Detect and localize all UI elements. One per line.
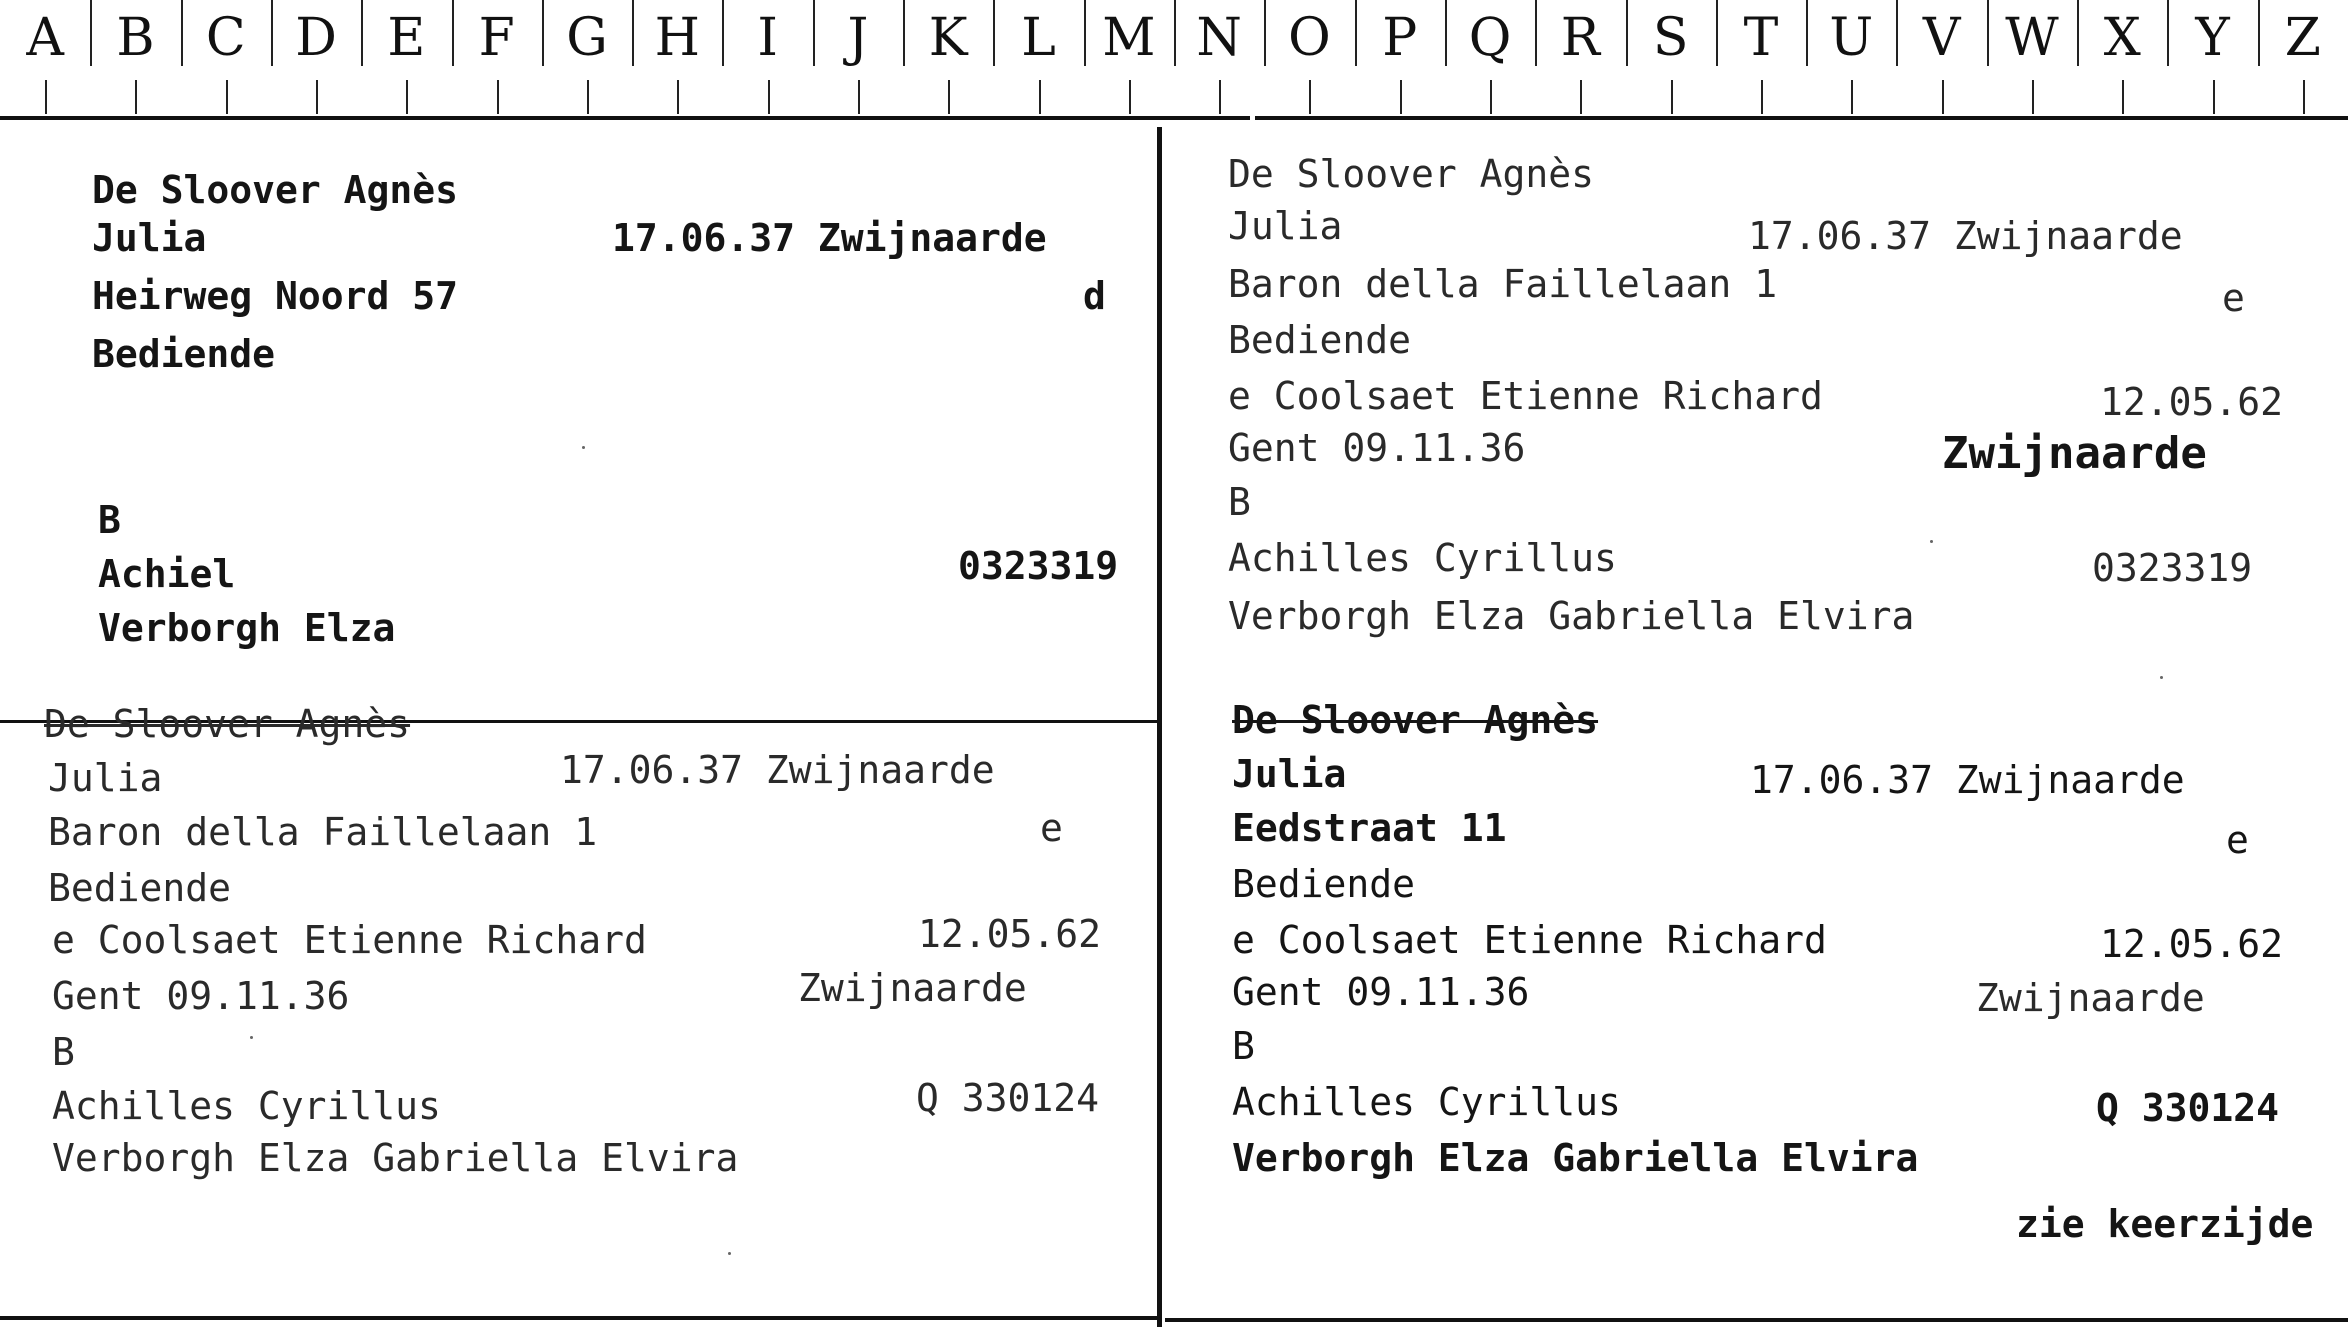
card-divider-vertical	[1157, 127, 1162, 1327]
alphabet-divider	[993, 0, 995, 66]
card-number: 0323319	[2092, 546, 2253, 590]
card-nationality: B	[1232, 1024, 1255, 1068]
card-mother: Verborgh Elza Gabriella Elvira	[52, 1136, 739, 1180]
card-spouse-birth: Gent 09.11.36	[1232, 970, 1530, 1014]
card-number: 0323319	[958, 544, 1119, 588]
alphabet-tick	[1580, 80, 1582, 114]
alphabet-tick	[858, 80, 860, 114]
alphabet-divider	[632, 0, 634, 66]
alphabet-letter-g: G	[566, 8, 608, 68]
card-first-name: Julia	[92, 216, 207, 260]
alphabet-tick	[1490, 80, 1492, 114]
alphabet-tick	[2122, 80, 2124, 114]
card-note: zie keerzijde	[2016, 1202, 2314, 1246]
alphabet-divider	[2077, 0, 2079, 66]
card-father: Achilles Cyrillus	[1228, 536, 1617, 580]
alphabet-divider	[1535, 0, 1537, 66]
alphabet-tick	[316, 80, 318, 114]
alphabet-tick	[2032, 80, 2034, 114]
alphabet-divider	[452, 0, 454, 66]
card-nationality: B	[52, 1030, 75, 1074]
alphabet-divider	[542, 0, 544, 66]
alphabet-divider	[722, 0, 724, 66]
alphabet-tick	[1942, 80, 1944, 114]
card-mother: Verborgh Elza	[98, 606, 396, 650]
alphabet-divider	[361, 0, 363, 66]
card-spouse-birth: Gent 09.11.36	[1228, 426, 1526, 470]
card-nationality: B	[98, 498, 121, 542]
alphabet-tick	[2303, 80, 2305, 114]
card-marriage-date: 12.05.62	[918, 912, 1102, 956]
alphabet-divider	[903, 0, 905, 66]
card-spouse: e Coolsaet Etienne Richard	[1228, 374, 1823, 418]
alphabet-divider	[1806, 0, 1808, 66]
card-nationality: B	[1228, 480, 1251, 524]
alphabet-letter-n: N	[1196, 8, 1242, 68]
alphabet-divider	[90, 0, 92, 66]
alphabet-letter-j: J	[847, 8, 869, 68]
card-birth: 17.06.37 Zwijnaarde	[560, 748, 995, 792]
alphabet-tick	[1761, 80, 1763, 114]
alphabet-tick	[1219, 80, 1221, 114]
alphabet-tick	[135, 80, 137, 114]
card-marriage-place: Zwijnaarde	[1942, 428, 2207, 479]
scan-speck	[2160, 676, 2163, 679]
alphabet-letter-m: M	[1102, 8, 1156, 68]
alphabet-tick	[1400, 80, 1402, 114]
alphabet-letter-z: Z	[2284, 8, 2321, 68]
card-number: Q 330124	[2096, 1086, 2280, 1130]
alphabet-letter-t: T	[1743, 8, 1779, 68]
card-birth: 17.06.37 Zwijnaarde	[612, 216, 1047, 260]
card-mother: Verborgh Elza Gabriella Elvira	[1232, 1136, 1919, 1180]
alphabet-tick	[2213, 80, 2215, 114]
alphabet-letter-h: H	[654, 8, 700, 68]
card-address: Baron della Faillelaan 1	[1228, 262, 1778, 306]
alphabet-tick	[768, 80, 770, 114]
card-spouse: e Coolsaet Etienne Richard	[1232, 918, 1827, 962]
alphabet-letter-q: Q	[1468, 8, 1512, 68]
alphabet-tick	[1851, 80, 1853, 114]
alphabet-letter-l: L	[1021, 8, 1056, 68]
card-spouse-birth: Gent 09.11.36	[52, 974, 350, 1018]
alphabet-letter-c: C	[205, 8, 246, 68]
alphabet-letter-b: B	[116, 8, 155, 68]
alphabet-letter-o: O	[1288, 8, 1331, 68]
alphabet-divider	[2167, 0, 2169, 66]
alphabet-divider	[813, 0, 815, 66]
card-mother: Verborgh Elza Gabriella Elvira	[1228, 594, 1915, 638]
card-marriage-place: Zwijnaarde	[798, 966, 1027, 1010]
alphabet-divider	[1445, 0, 1447, 66]
alphabet-tick	[226, 80, 228, 114]
alphabet-tick	[406, 80, 408, 114]
card-birth: 17.06.37 Zwijnaarde	[1748, 214, 2183, 258]
card-birth: 17.06.37 Zwijnaarde	[1750, 758, 2185, 802]
card-status-code: e	[2222, 276, 2245, 320]
alphabet-letter-k: K	[928, 8, 968, 68]
header-rule-right	[1255, 116, 2348, 120]
card-number: Q 330124	[916, 1076, 1100, 1120]
alphabet-letter-u: U	[1829, 8, 1874, 68]
alphabet-divider	[1896, 0, 1898, 66]
card-marriage-place: Zwijnaarde	[1976, 976, 2205, 1020]
card-address: Heirweg Noord 57	[92, 274, 459, 318]
alphabet-letter-x: X	[2103, 8, 2141, 68]
alphabet-divider	[1355, 0, 1357, 66]
card-occupation: Bediende	[1228, 318, 1412, 362]
card-father: Achiel	[98, 552, 236, 596]
alphabet-tick	[1129, 80, 1131, 114]
card-surname: De Sloover Agnès	[1232, 698, 1599, 742]
header-rule-left	[0, 116, 1250, 120]
alphabet-letter-v: V	[1922, 8, 1961, 68]
alphabet-tick	[677, 80, 679, 114]
scan-speck	[250, 1036, 253, 1039]
card-occupation: Bediende	[92, 332, 276, 376]
alphabet-letter-i: I	[757, 8, 778, 68]
alphabet-letter-p: P	[1382, 8, 1418, 68]
card-surname: De Sloover Agnès	[92, 168, 459, 212]
alphabet-divider	[181, 0, 183, 66]
alphabet-letter-a: A	[26, 8, 64, 68]
card-first-name: Julia	[1232, 752, 1347, 796]
alphabet-tick	[948, 80, 950, 114]
alphabet-divider	[1264, 0, 1266, 66]
card-occupation: Bediende	[48, 866, 232, 910]
card-surname: De Sloover Agnès	[44, 702, 411, 746]
alphabet-letter-e: E	[387, 8, 426, 68]
card-father: Achilles Cyrillus	[1232, 1080, 1621, 1124]
alphabet-tick	[1671, 80, 1673, 114]
alphabet-tick	[1309, 80, 1311, 114]
card-marriage-date: 12.05.62	[2100, 922, 2284, 966]
bottom-rule-left	[0, 1316, 1157, 1320]
alphabet-tick	[497, 80, 499, 114]
alphabet-letter-r: R	[1560, 8, 1600, 68]
alphabet-tick	[587, 80, 589, 114]
alphabet-divider	[1716, 0, 1718, 66]
card-occupation: Bediende	[1232, 862, 1416, 906]
alphabet-divider	[1174, 0, 1176, 66]
alphabet-tick	[45, 80, 47, 114]
alphabet-divider	[1987, 0, 1989, 66]
card-surname: De Sloover Agnès	[1228, 152, 1595, 196]
alphabet-tick	[1039, 80, 1041, 114]
alphabet-divider	[2258, 0, 2260, 66]
card-first-name: Julia	[48, 756, 163, 800]
alphabet-letter-d: D	[295, 8, 337, 68]
card-address: Baron della Faillelaan 1	[48, 810, 598, 854]
alphabet-index-bar	[0, 0, 2348, 120]
card-status-code: e	[2226, 818, 2249, 862]
scan-speck	[728, 1252, 731, 1255]
card-spouse: e Coolsaet Etienne Richard	[52, 918, 647, 962]
alphabet-letter-w: W	[2005, 8, 2059, 68]
card-address: Eedstraat 11	[1232, 806, 1507, 850]
alphabet-divider	[1084, 0, 1086, 66]
alphabet-divider	[271, 0, 273, 66]
card-father: Achilles Cyrillus	[52, 1084, 441, 1128]
card-status-code: d	[1083, 274, 1106, 318]
card-marriage-date: 12.05.62	[2100, 380, 2284, 424]
alphabet-letter-y: Y	[2195, 8, 2230, 68]
scan-speck	[582, 446, 585, 449]
card-status-code: e	[1040, 806, 1063, 850]
alphabet-divider	[1626, 0, 1628, 66]
bottom-rule-right	[1165, 1318, 2348, 1322]
scan-speck	[1930, 540, 1933, 543]
alphabet-letter-f: F	[478, 8, 515, 68]
alphabet-letter-s: S	[1652, 8, 1689, 68]
card-first-name: Julia	[1228, 204, 1343, 248]
